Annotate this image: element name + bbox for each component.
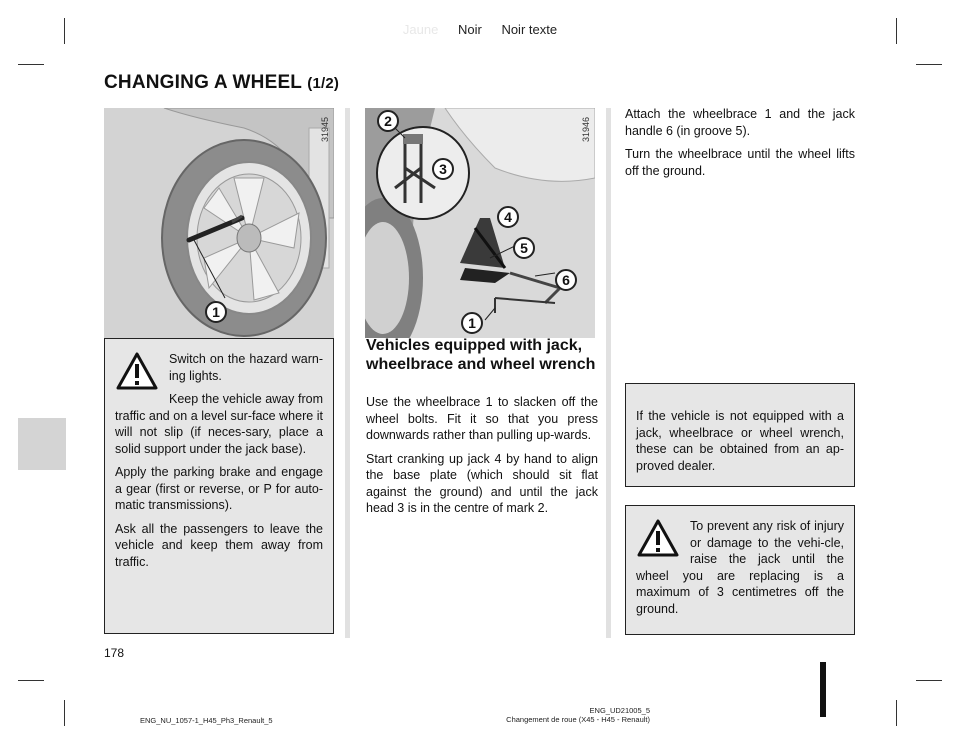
footer-right [450, 706, 650, 724]
page-number: 178 [104, 646, 125, 660]
attach-instruction: Attach the wheelbrace 1 and the jack handle 6 (in groove 5). [625, 107, 855, 138]
jack-drawing [365, 108, 595, 338]
crop-mark [18, 64, 44, 65]
callout-wheelbrace-1: 1 [461, 312, 483, 334]
right-body [625, 106, 855, 186]
figure-reference-number: 31946 [581, 116, 591, 142]
callout-wheelbrace-1: 1 [205, 301, 227, 323]
callout-groove-5: 5 [513, 237, 535, 259]
callout-jack-head-3: 3 [432, 158, 454, 180]
callout-mark-2: 2 [377, 110, 399, 132]
footer-left: ENG_NU_1057-1_H45_Ph3_Renault_5 [140, 716, 273, 725]
jack-instruction: Start cranking up jack 4 by hand to align the base plate (which should sit flat against the ground) and until the jack head 3 is in the centre of mark 2. [366, 451, 598, 515]
header-noir: Noir [457, 22, 482, 37]
wheelbrace-instruction: Use the wheelbrace 1 to slacken off the wheel bolts. Fit it so that you press downwards rather than pulling up-wards. [366, 395, 598, 442]
warning-parking-brake: Apply the parking brake and engage a gear (first or reverse, or P for auto-matic transmissions). [115, 465, 323, 512]
column-divider [345, 108, 350, 638]
jack-illustration [365, 108, 595, 338]
page-title-text: CHANGING A WHEEL [104, 72, 302, 93]
section-heading: Vehicles equipped with jack, wheelbrace and wheel wrench [366, 337, 596, 374]
middle-body [366, 394, 598, 524]
page-title [104, 72, 339, 94]
header-noir-texte: Noir texte [501, 22, 558, 37]
warning-hazard-lights: Switch on the hazard warn-ing lights. [169, 352, 323, 383]
footer-right-line1: ENG_UD21005_5 [589, 706, 650, 715]
jack-height-warning: To prevent any risk of injury or damage to the vehi-cle, raise the jack until the wheel you are replacing is a maximum of 3 centimetres off the ground. [636, 519, 844, 616]
callout-jack-4: 4 [497, 206, 519, 228]
crop-mark [916, 680, 942, 681]
color-separation-header [0, 22, 960, 37]
warning-level-surface: Keep the vehicle away from traffic and on a level sur-face where it will not slip (if neces-sary, place a solid support under the jack base). [115, 392, 323, 456]
warning-passengers: Ask all the passengers to leave the vehicle and keep them away from traffic. [115, 521, 323, 569]
warning-triangle-icon [636, 518, 680, 558]
callout-jack-handle-6: 6 [555, 269, 577, 291]
crop-mark [916, 64, 942, 65]
info-box [625, 383, 855, 487]
thumb-index-bar [820, 662, 826, 717]
figure-reference-number: 31945 [320, 116, 330, 142]
crop-mark [896, 700, 897, 726]
footer-right-line2: Changement de roue (X45 - H45 - Renault) [506, 715, 650, 724]
column-divider [606, 108, 611, 638]
header-jaune: Jaune [402, 22, 439, 37]
info-text: If the vehicle is not equipped with a jack, wheelbrace or wheel wrench, these can be obtained from an ap-proved dealer. [636, 409, 844, 473]
warning-triangle-icon [115, 351, 159, 391]
page-title-part: (1/2) [307, 75, 340, 92]
crop-mark [64, 700, 65, 726]
warning-box [625, 505, 855, 635]
turn-instruction: Turn the wheelbrace until the wheel lifts off the ground. [625, 147, 855, 178]
warning-box [104, 338, 334, 634]
chapter-tab [18, 418, 66, 470]
crop-mark [18, 680, 44, 681]
